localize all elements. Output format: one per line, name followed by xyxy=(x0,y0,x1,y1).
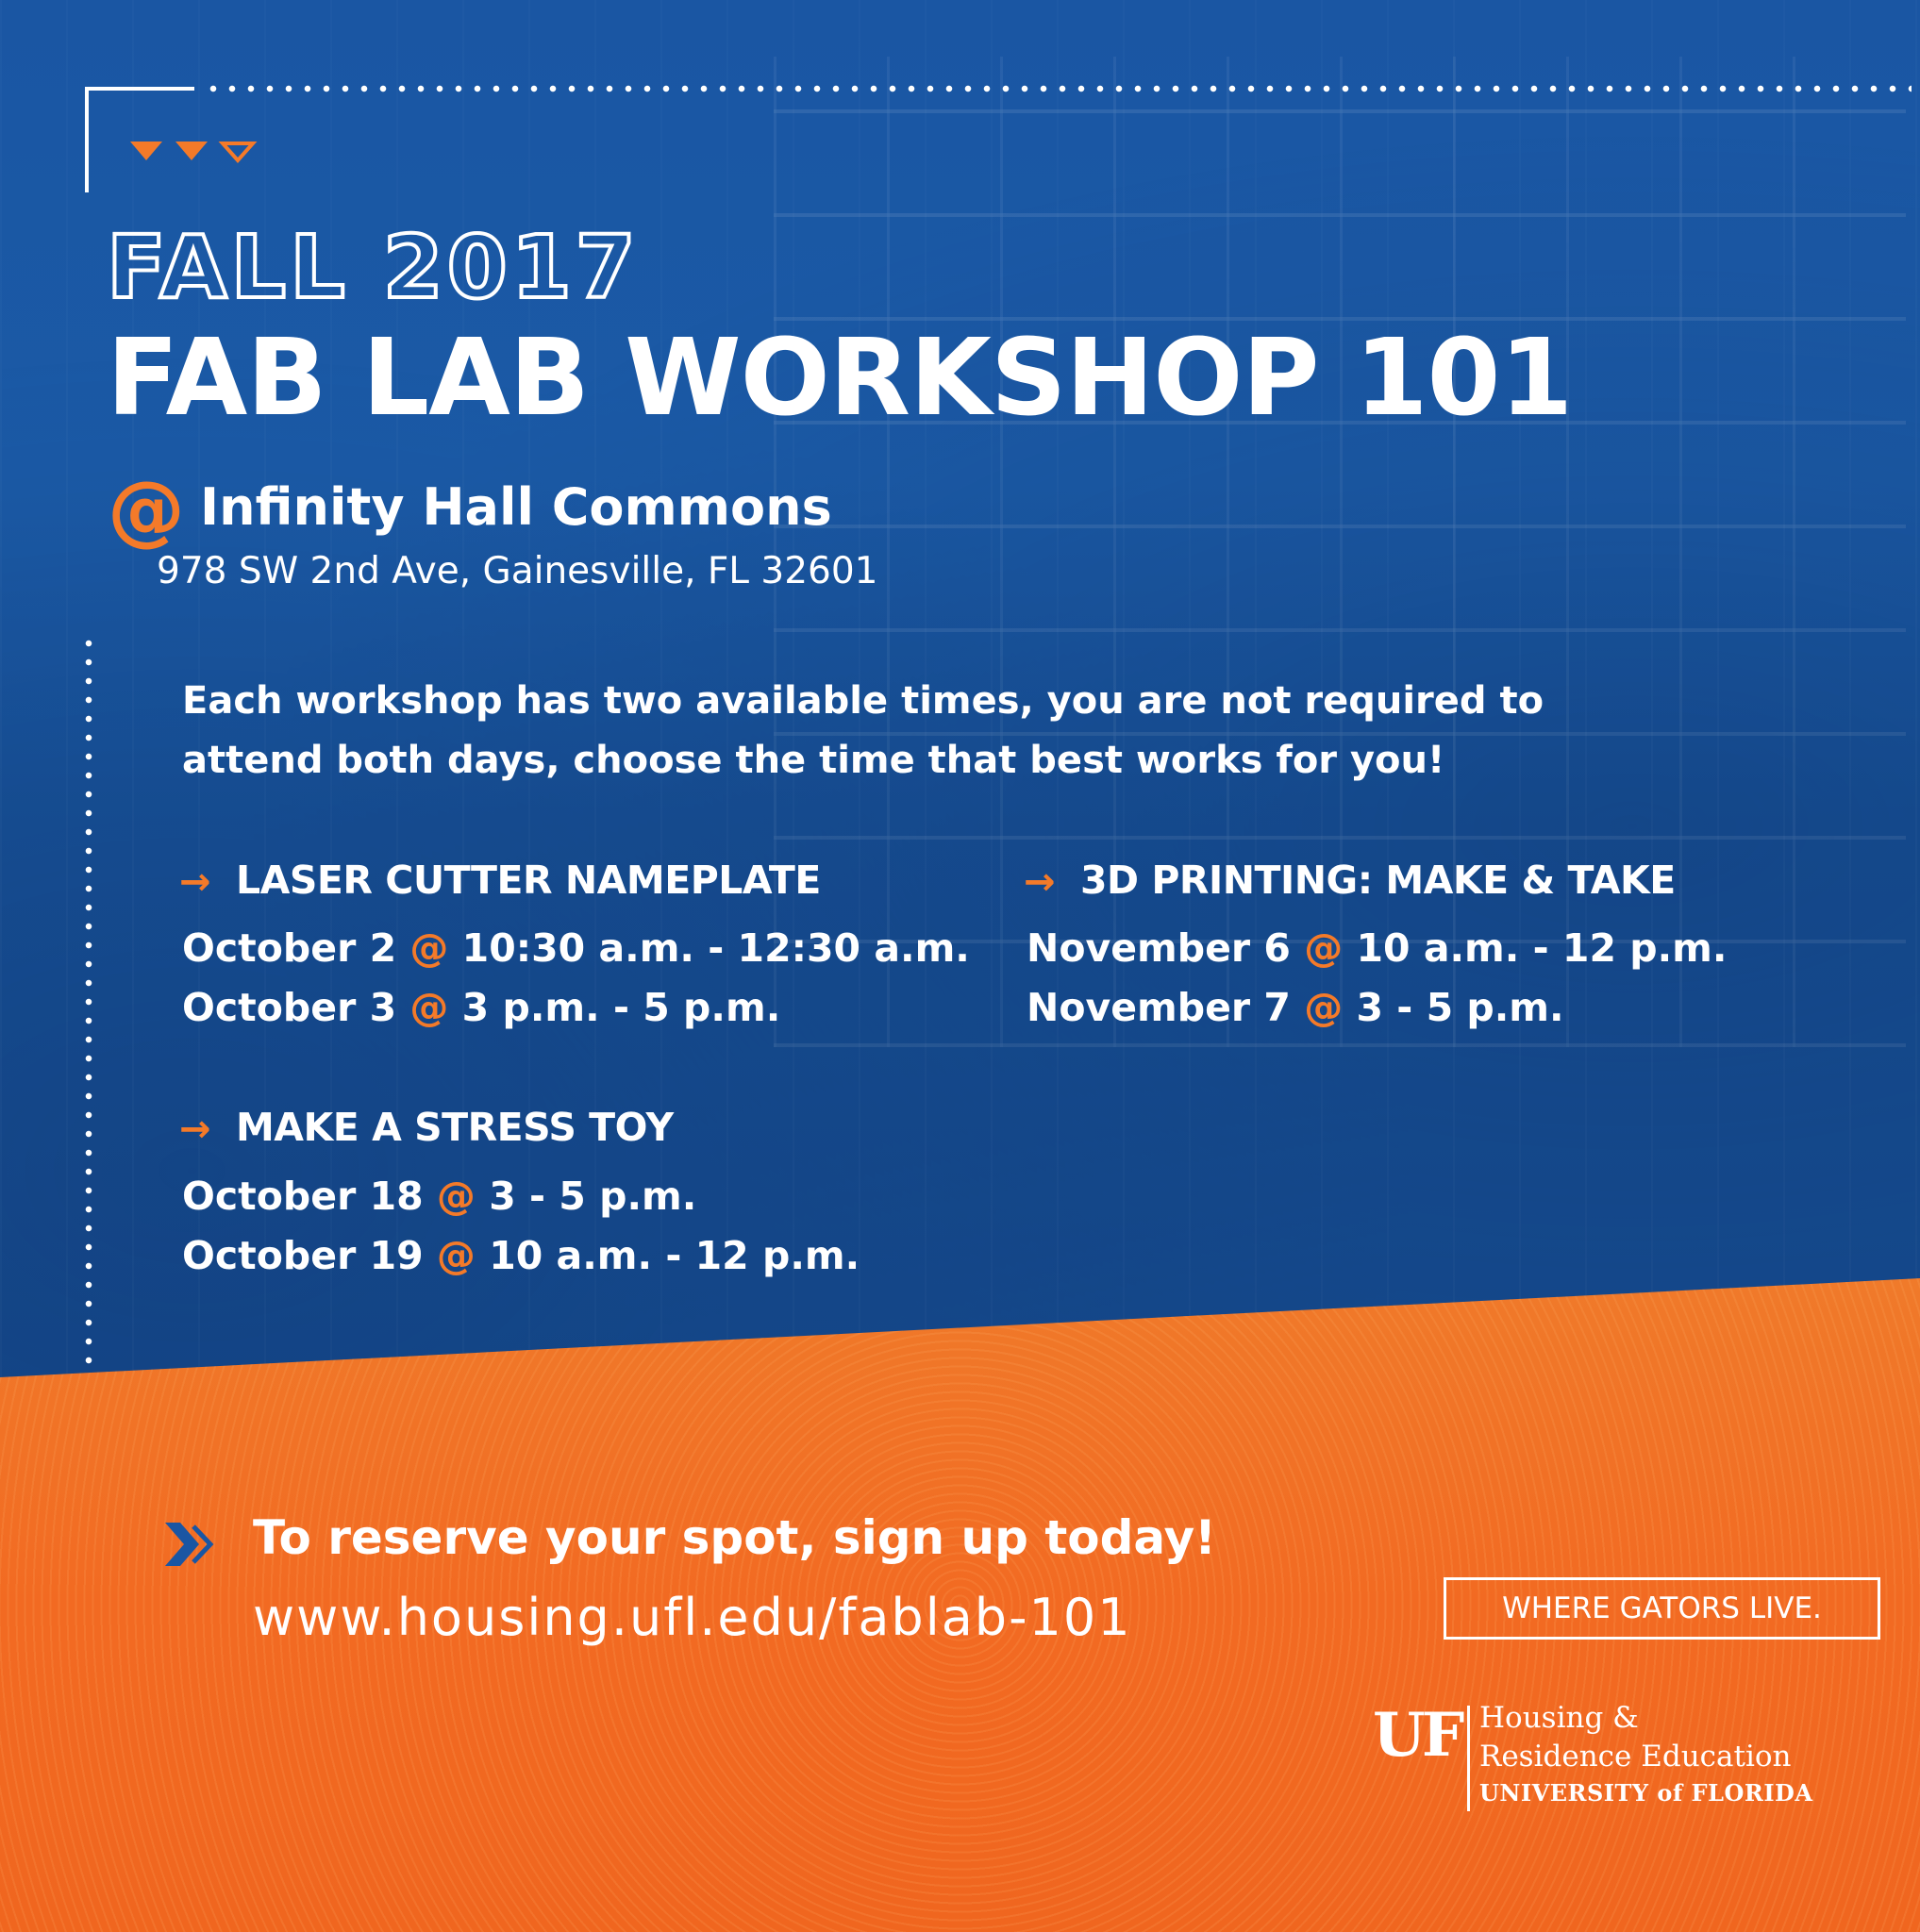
logo-divider xyxy=(1467,1706,1470,1811)
arrow-right-icon: → xyxy=(1024,860,1056,904)
logo-line-1: Housing & xyxy=(1479,1701,1639,1735)
frame-corner-horizontal xyxy=(85,87,194,91)
dotted-line-top xyxy=(204,85,1912,92)
workshop-session: October 19 @ 10 a.m. - 12 p.m. xyxy=(182,1233,860,1278)
workshop-session: October 2 @ 10:30 a.m. - 12:30 a.m. xyxy=(182,925,970,971)
signup-link[interactable]: www.housing.ufl.edu/fablab-101 xyxy=(253,1588,1132,1647)
triangle-down-icon xyxy=(130,140,272,168)
tagline-box xyxy=(1444,1577,1880,1640)
page-title: FAB LAB WORKSHOP 101 xyxy=(107,317,1573,440)
intro-text: Each workshop has two available times, you are not required to attend both days, choose the time that best works for you! xyxy=(182,679,1544,782)
workshop-session: October 3 @ 3 p.m. - 5 p.m. xyxy=(182,985,781,1030)
double-chevron-right-icon xyxy=(165,1521,231,1568)
workshop-session: November 7 @ 3 - 5 p.m. xyxy=(1027,985,1564,1030)
dotted-line-left xyxy=(85,634,92,1366)
logo-line-2: Residence Education xyxy=(1479,1740,1792,1774)
logo-line-3: UNIVERSITY of FLORIDA xyxy=(1479,1779,1813,1807)
venue-address: 978 SW 2nd Ave, Gainesville, FL 32601 xyxy=(157,550,878,592)
workshop-title: MAKE A STRESS TOY xyxy=(236,1105,674,1150)
uf-logo-mark: UF xyxy=(1373,1700,1461,1771)
workshop-session: November 6 @ 10 a.m. - 12 p.m. xyxy=(1027,925,1728,971)
tagline-text: WHERE GATORS LIVE. xyxy=(1502,1591,1822,1625)
call-to-action: To reserve your spot, sign up today! xyxy=(253,1510,1216,1565)
venue-name: Infinity Hall Commons xyxy=(200,477,832,537)
arrow-right-icon: → xyxy=(179,860,211,904)
workshop-title: 3D PRINTING: MAKE & TAKE xyxy=(1080,858,1676,903)
season-label: FALL 2017 xyxy=(107,217,640,318)
arrow-right-icon: → xyxy=(179,1108,211,1151)
workshop-title: LASER CUTTER NAMEPLATE xyxy=(236,858,821,903)
frame-corner-vertical xyxy=(85,87,89,192)
at-icon: @ xyxy=(108,465,185,555)
workshop-session: October 18 @ 3 - 5 p.m. xyxy=(182,1174,697,1219)
